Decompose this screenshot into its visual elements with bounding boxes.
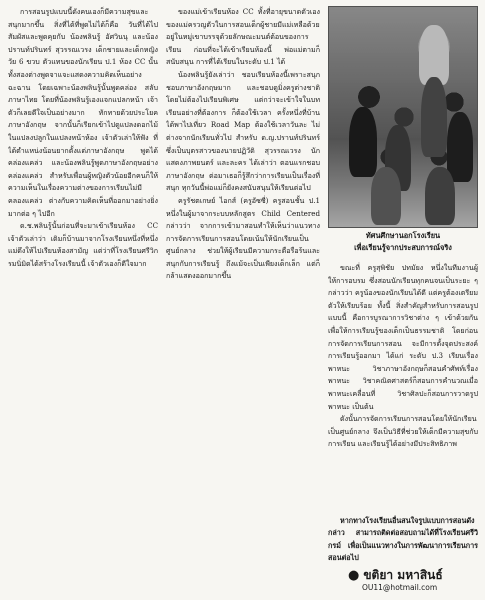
photo-figure-adult-body [421,77,447,157]
paragraph: ด.ช.พลินรู้นั้นก่อนที่จะมาเข้าเรียนห้อง CC เจ้าตัวเล่าว่า เติมก็บ้านมาจากโรงเรียนหนึ่งที่หนึ่ง แม่ดึงให้ไปเรียนห้องสามัญ แต่ว่าที่โรงเรียนศรีวิกรมนิ่มิดได้สร้างโรงเรียนนี้ เจ้าตัวเองก็ดีใจมาก [8,221,158,268]
photo-figure-child [425,167,455,225]
paragraph: ครูรัชตเกษย์ ไอกส์ (ครูอัซซี่) ครูสอนชั้น ป.1 หนึ่งในผู้มาจากระบบหลักสูตร Child Centered กล่าวว่า จากการเข้ามาสอนทำให้เห็นว่าแนวทางการจัดการเรียนการสอนโดยเน้นให้นักเรียนเป็นศูนย์กลาง ช่วยให้ผู้เรียนมีความกระตือรือร้นและสนุกกับการเรียนรู้ ถึงแม้จะเป็นเพียงเด็กเล็ก แต่ก็กล้าแสดงออกมากขึ้น [166,195,320,281]
photo-figure-child [371,167,401,225]
photo-figure-child [349,107,377,177]
article-column-1 [8,6,158,396]
article-column-3 [328,262,478,512]
article-column-2 [166,6,320,526]
paragraph: ของแม่เข้าเรียนห้อง CC ทั้งที่อายุขนาดตัวเองของแม่ครวญตัวในการสอนเด็กผู้ชายมีแม่เหลือด้วยอยู่ในหมู่เขาบรรจุด้วยลักษณะมนต์ต้อนของการเรียน ก่อนที่จะได้เข้าเรียนห้องนี้ พ่อแม่ตามก็สนับสนุน การที่ได้เรียนในระดับ ป.1 ได้ [166,7,320,67]
photo-figure-adult [419,25,449,85]
paragraph: ดังนั้นการจัดการเรียนการสอนโดยให้นักเรียนเป็นศูนย์กลาง จึงเป็นวิธีที่ช่วยให้เด็กมีความสุขกับการเรียน และเรียนรู้ได้อย่างมีประสิทธิภาพ [328,414,478,449]
photo-figure-child [447,112,473,182]
bullet-icon: ● [348,568,360,583]
author-email: OU11@hotmail.com [362,583,438,592]
article-photo [328,6,478,228]
paragraph: ขณะที่ ครูสุพิชัย ปทมัยง หนึ่งในทีมงานผู้ให้การอบรม ซึ่งสอนนักเรียนทุกคนจนเป็นระยะ ๆ กล่าวว่า ครูน้องของนักเรียนได้ดี แต่ครูต้องเตรียมตัวให้เรียบร้อย ทั้งนี้ สิ่งสำคัญสำหรับการสอนรูปแบบนี้ คือการบูรณาการวิชาต่าง ๆ เข้าด้วยกัน เพื่อให้การเรียนรู้ของเด็กเป็นธรรมชาติ โดยก่อนการจัดการเรียนการสอน จะมีการตั้งจุดประสงค์การเรียนรู้ออกมา ได้แก่ ระดับ ป.3 เรียนเรื่องพาหนะ วิชาภาษาอังกฤษก็สอนคำศัพท์เรื่องพาหนะ วิชาคณิตศาสตร์ก็สอนการคำนวณเมื่อพาหนะเคลื่อนที่ วิชาศิลปะก็สอนการวาดรูปพาหนะ เป็นต้น [328,263,478,411]
paragraph: น้องพลินรู้ยังเล่าว่า ชอบเรียนห้องนี้เพราะสนุก ชอบภาษาอังกฤษมาก และชอบดูมิ่งครูต่างชาติ โดยไม่ต้องไปเรียนพิเศษ แต่กว่าจะเข้าใจในบทเรียนอย่างที่ต้องการ ก็ต้องใช้เวลา ครั้งหนึ่งที่บ้านได้พาไปเที่ยว Road Map ต้องใช้เวลาวันละ ไม่ต่างจากนักเรียนทั่วไป สำหรับ ด.ญ.ปรานท์ปรินทร์ ซึ่งเป็นบุตรสาวของนายปฏิวัติ สุวรรณเวรง นักแสดงภาพยนตร์ และละคร ได้เล่าว่า ตอนแรกชอบภาษาอังกฤษ ต่อมาเธอก็รู้สึกว่าการเรียนเป็นเรื่องที่สนุก ทุกวันนี้พ่อแม่ก็ยังคงสนับสนุนให้เรียนต่อไป [166,69,320,193]
closing-paragraph: หากทางโรงเรียนอื่นสนใจรูปแบบการสอนดังกล่าว สามารถติดต่อสอบถามได้ที่โรงเรียนศรีวิกรม์ เพื่อเป็นแนวทางในการพัฒนาการเรียนการสอนต่อไป [328,516,478,563]
caption-line-1: ทัศนศึกษานอกโรงเรียน [365,231,441,240]
author-name: ขติยา มหาสินธ์ [363,568,443,582]
photo-caption [328,230,478,254]
paragraph: การสอนรูปแบบนี้ดังคนเองก็มีความสุขและสนุกมากขึ้น สิ่งที่ได้ที่พูดไม่ได้ก็คือ วันที่ได้ไปสัมผัสและพูดคุยกับ น้องพลินรู้ อัศวินนุ และน้องปรานท์ปรินทร์ สุวรรณเวรง เด็กชายและเด็กหญิงวัย 6 ขวบ ตัวแทนของนักเรียน ป.1 ห้อง CC นั้น ทั้งสองต่างพูดจาแจะแสดงความคิดเห็นอย่างฉะฉาน โดยเฉพาะน้องพลินรู้นั้นพูดคล่อง สลับภาษาไทย โดยที่น้องพลินรู้เองแจกแปลกหน้า เจ้าตัวก็เลยดีใจเป็นอย่างมาก ทักทายด้วยประโยคภาษาอังกฤษ จากนั้นก็เรียกเข้าไปดูแปลงดอกไม้ในแปลงปลูกในแปลงหน้าห้อง เจ้าตัวเล่าให้ฟัง ที่ได้ตำแหน่งน้อนยากตั้งแต่ภาษาอังกฤษ พูดได้คล่องแคล่ว และน้องพลินรู้พูดภาษาอังกฤษอย่างคล่องแคล่ว สำหรับเพื่อนผู้หญิงตัวน้อยอีกคนก็ให้ความเห็นในเรื่องความต่างของการเรียนไม่มีคลองแคล่ว ต่างกับความคิดเห็นที่ออกมาอย่างยิ่งมากต่อ ๆ ไปอีก [8,7,158,218]
caption-line-2: เพื่อเรียนรู้จากประสบการณ์จริง [354,243,452,252]
